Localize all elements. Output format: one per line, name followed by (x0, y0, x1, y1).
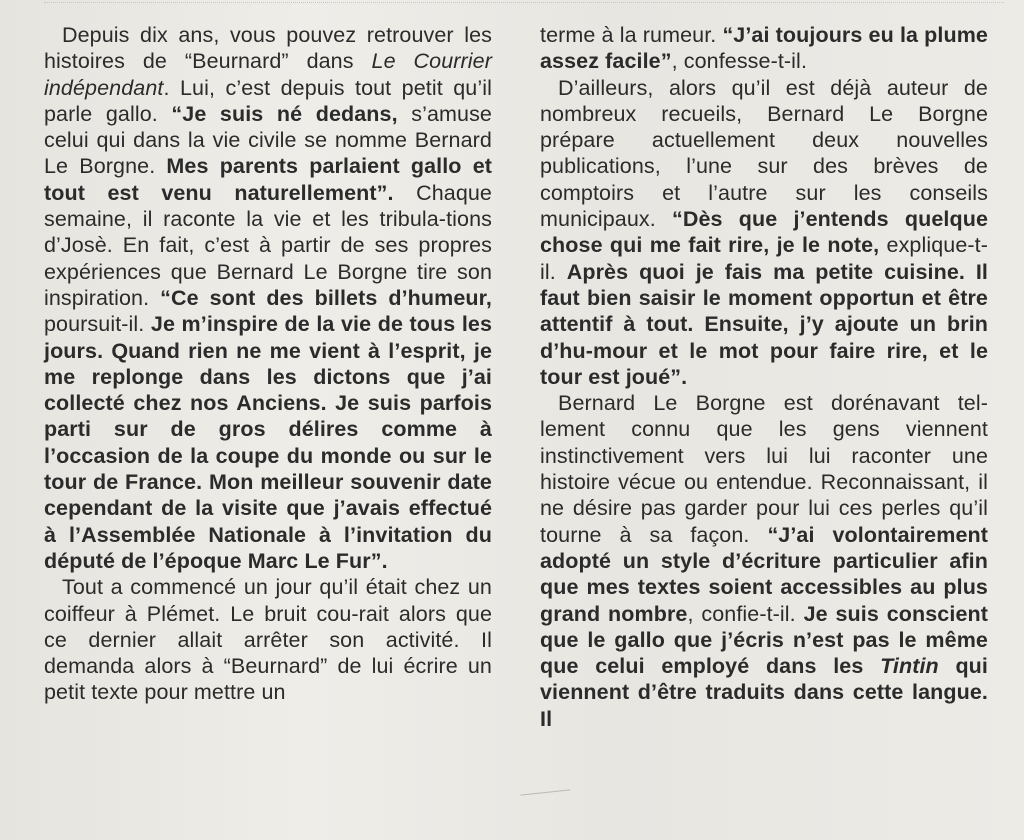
text-run: . Lui, c’est depuis tout petit qu’il parle gallo. (44, 75, 492, 126)
text-run: Tout a commencé un jour qu’il était chez un coiffeur à Plémet. Le bruit cou-rait alors que ce dernier allait arrêter son activité. Il demanda alors à “Beurnard” de lui écrire un petit texte pour mettre un (44, 575, 492, 705)
bold-quote-run: Je suis conscient que le gallo que j’écris n’est pas le même que celui employé dans les (540, 601, 988, 679)
article-column-left (44, 22, 492, 706)
bold-quote-run: “J’ai toujours eu la plume assez facile” (540, 23, 988, 74)
bold-quote-run: Tintin (880, 654, 939, 679)
article-paragraph (44, 22, 492, 574)
cropped-headline-fragment (44, 0, 1004, 3)
bold-quote-run: “Je suis né dedans, (171, 101, 398, 126)
text-run: Bernard Le Borgne est dorénavant tel-lement connu que les gens viennent instinctivement vers lui lui raconter une histoire vécue ou entendue. Reconnaissant, il ne désire pas garder pour lui ces perles qu’il tourne à sa façon. (540, 391, 988, 547)
bold-quote-run: Je m’inspire de la vie de tous les jours. Quand rien ne me vient à l’esprit, je me replonge dans les dictons que j’ai collecté chez nos Anciens. Je suis parfois parti sur de gros délires comme à l’occasion de la coupe du monde ou sur le tour de France. Mon meilleur souvenir date cependant de la visite que j’avais effectué à l’Assemblée Nationale à l’invitation du député de l’époque Marc Le Fur”. (44, 312, 493, 573)
article-paragraph (540, 390, 988, 732)
text-run: poursuit-il. (44, 312, 151, 337)
text-run: , confesse-t-il. (671, 49, 808, 74)
bold-quote-run: Mes parents parlaient gallo et tout est venu naturellement”. (44, 154, 493, 205)
italic-run: Le Courrier indépendant (44, 49, 492, 100)
text-run: s’amuse celui qui dans la vie civile se nomme Bernard Le Borgne. (44, 101, 492, 179)
text-run: D’ailleurs, alors qu’il est déjà auteur de nombreux recueils, Bernard Le Borgne prépare actuellement deux nouvelles publications, l’une sur des brèves de comptoirs et l’autre sur les conseils municipaux. (540, 75, 988, 232)
article-paragraph (540, 22, 988, 75)
article-paragraph (540, 75, 988, 391)
bold-quote-run: “Dès que j’entends quelque chose qui me fait rire, je le note, (540, 207, 989, 258)
text-run: Depuis dix ans, vous pouvez retrouver les histoires de “Beurnard” dans (44, 23, 492, 74)
bold-quote-run: “J’ai volontairement adopté un style d’écriture particulier afin que mes textes soient accessibles au plus grand nombre (540, 522, 988, 626)
text-run: terme à la rumeur. (540, 23, 723, 47)
bold-quote-run: qui viennent d’être traduits dans cette langue. Il (540, 654, 988, 731)
scan-mark (520, 789, 571, 809)
article-paragraph (44, 574, 492, 705)
bold-quote-run: Après quoi je fais ma petite cuisine. Il faut bien saisir le moment opportun et être attentif à tout. Ensuite, j’y ajoute un brin d’hu-mour et le mot pour faire rire, et le tour est joué”. (540, 259, 989, 389)
article-column-right (540, 22, 988, 732)
text-run: Chaque semaine, il raconte la vie et les tribula-tions d’Josè. En fait, c’est à partir de ses propres expériences que Bernard Le Borgne tire son inspiration. (44, 180, 492, 310)
bold-quote-run: “Ce sont des billets d’humeur, (160, 285, 493, 310)
text-run: , confie-t-il. (687, 601, 804, 626)
text-run: explique-t-il. (540, 233, 989, 284)
